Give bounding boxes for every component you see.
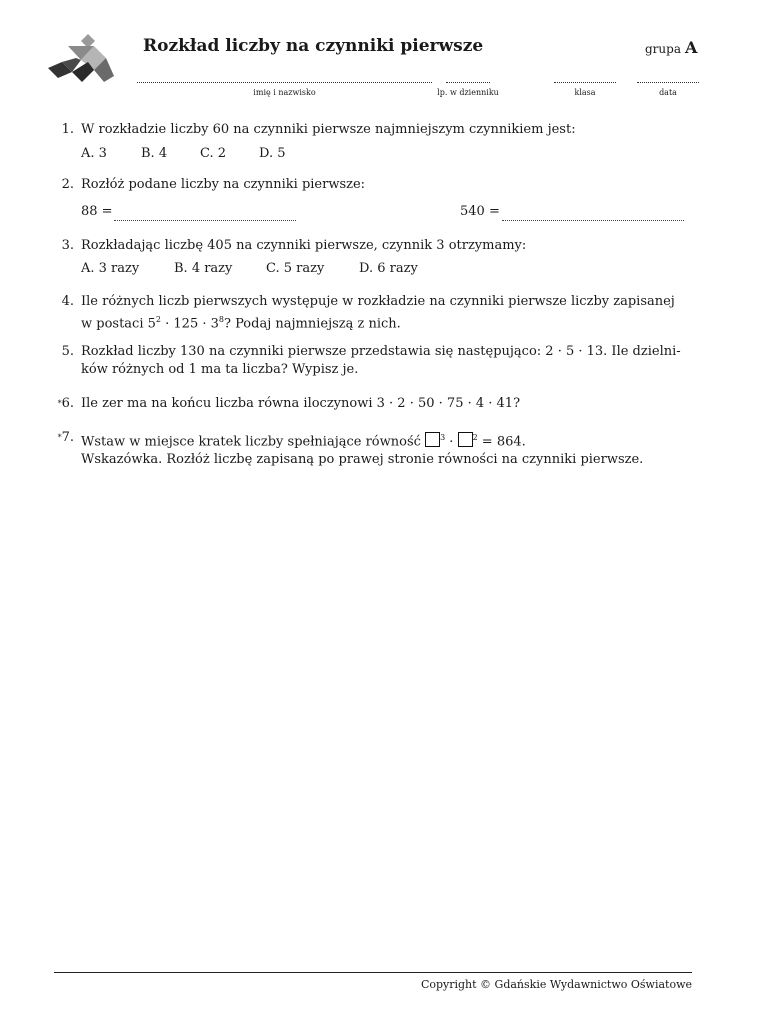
task-text-line-1: Rozkład liczby 130 na czynniki pierwsze przedstawia się następująco: 2 · 5 · 13. Ile dzielni- [81, 344, 681, 359]
option-b[interactable]: B. 4 [141, 146, 168, 161]
answer-blank-88[interactable] [114, 206, 296, 221]
answer-box-2[interactable] [458, 432, 473, 447]
option-c[interactable]: C. 2 [200, 146, 227, 161]
task-text-line-1: Ile różnych liczb pierwszych występuje w rozkładzie na czynniki pierwsze liczby zapisanej [81, 294, 675, 309]
group-indicator [645, 38, 697, 57]
task-text: W rozkładzie liczby 60 na czynniki pierwsze najmniejszym czynnikiem jest: [81, 122, 576, 137]
publisher-logo [48, 34, 116, 86]
group-letter: A [684, 38, 698, 57]
task-number: 4. [61, 294, 74, 309]
task-text-line-2: w postaci $5^2 \cdot 125 \cdot 3^8$? Podaj najmniejszą z nich. [81, 315, 401, 332]
task-number: *7. [57, 430, 74, 445]
date-field-label: data [659, 88, 677, 97]
expression-540: 540 = [460, 204, 500, 219]
task-text: Rozkładając liczbę 405 na czynniki pierwsze, czynnik 3 otrzymamy: [81, 238, 527, 253]
hint-text: Wskazówka. Rozłóż liczbę zapisaną po prawej stronie równości na czynniki pierwsze. [81, 452, 644, 468]
class-field-label: klasa [574, 88, 596, 97]
page-title: Rozkład liczby na czynniki pierwsze [143, 36, 484, 56]
answer-blank-540[interactable] [502, 206, 684, 221]
option-c[interactable]: C. 5 razy [266, 261, 325, 276]
expression-88: 88 = [81, 204, 113, 219]
copyright-text: Copyright © Gdańskie Wydawnictwo Oświatowe [420, 978, 692, 991]
task-text: Ile zer ma na końcu liczba równa iloczynowi 3 · 2 · 50 · 75 · 4 · 41? [81, 396, 521, 411]
task-text: Rozłóż podane liczby na czynniki pierwsze: [81, 177, 366, 192]
name-field-label: imię i nazwisko [253, 88, 316, 97]
option-b[interactable]: B. 4 razy [174, 261, 233, 276]
task-number: 3. [61, 238, 74, 253]
group-label: grupa [645, 42, 681, 56]
task-text-line-1: Wstaw w miejsce kratek liczby spełniające równość $^3$ · $^2$ = 864. [81, 433, 526, 450]
option-d[interactable]: D. 6 razy [359, 261, 418, 276]
task-number: *6. [57, 396, 74, 411]
answer-box-1[interactable] [425, 432, 440, 447]
task-number: 5. [61, 344, 74, 359]
footer-divider [54, 972, 692, 973]
task-text-line-2: ków różnych od 1 ma ta liczba? Wypisz je. [81, 362, 359, 377]
task-number: 2. [61, 177, 74, 192]
option-a[interactable]: A. 3 razy [81, 261, 140, 276]
task-number: 1. [61, 122, 74, 137]
register-number-label: lp. w dzienniku [437, 88, 499, 97]
option-a[interactable]: A. 3 [81, 146, 107, 161]
option-d[interactable]: D. 5 [259, 146, 286, 161]
